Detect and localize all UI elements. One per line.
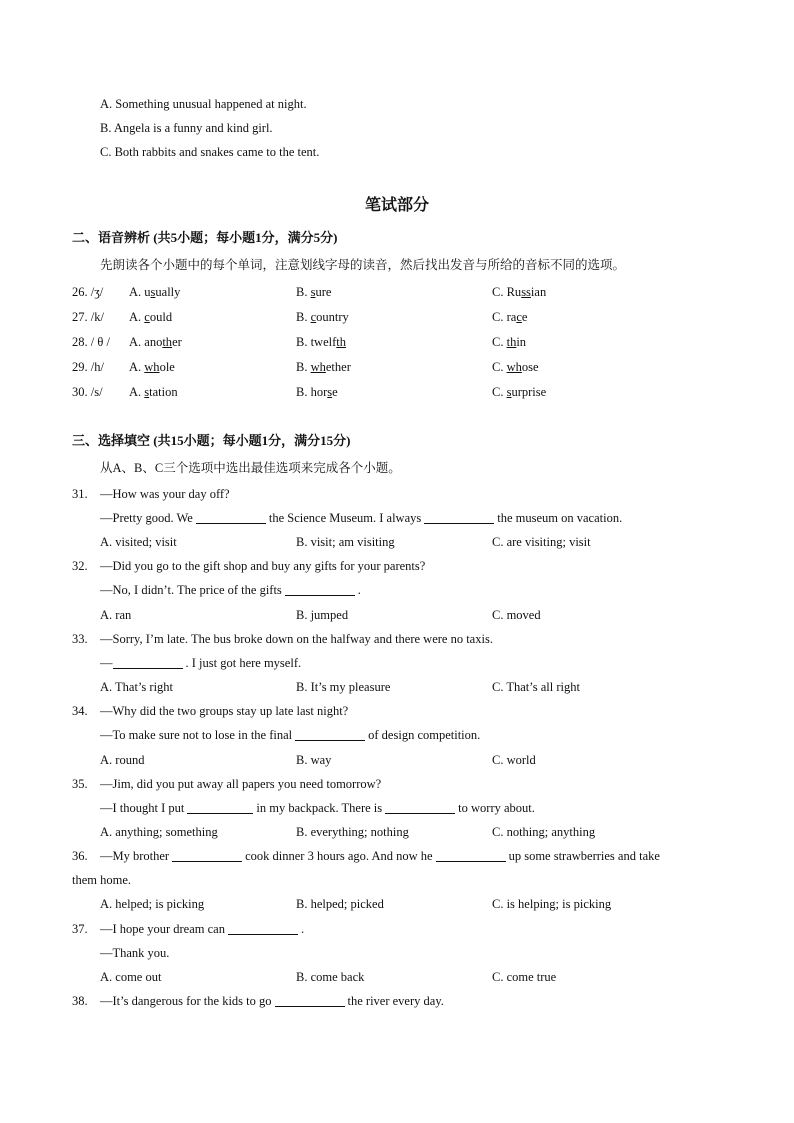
question-line [0, 723, 794, 747]
question-stem: — . I just got here myself. [100, 656, 302, 670]
options-line [0, 675, 794, 699]
option-b: B. way [296, 753, 332, 767]
answer-blank [113, 654, 183, 669]
question-line [0, 844, 794, 868]
question-number: 28. / θ / [72, 335, 110, 349]
question-stem: —It’s dangerous for the kids to go the river every day. [100, 994, 444, 1008]
underlined-letters: ss [521, 285, 531, 299]
underlined-letters: c [144, 310, 150, 324]
option-c: C. Both rabbits and snakes came to the tent. [100, 145, 320, 159]
option-a: A. Something unusual happened at night. [100, 97, 307, 111]
answer-blank [228, 920, 298, 935]
option-a: A. could [129, 310, 173, 324]
option-a: A. station [129, 385, 178, 399]
option-a: A. anything; something [100, 825, 218, 839]
instruction-line [0, 456, 794, 480]
question-number: 35. [72, 777, 88, 791]
option-c: C. nothing; anything [492, 825, 596, 839]
question-line [0, 772, 794, 796]
underlined-letters: wh [310, 360, 326, 374]
question-line [0, 578, 794, 602]
answer-blank [275, 992, 345, 1007]
question-number: 36. [72, 849, 88, 863]
option-c: C. come true [492, 970, 557, 984]
option-line [0, 92, 794, 116]
answer-blank [295, 726, 365, 741]
option-b: B. come back [296, 970, 365, 984]
instruction-line [0, 253, 794, 277]
underlined-letters: c [516, 310, 522, 324]
answer-blank [187, 799, 253, 814]
option-b: B. It’s my pleasure [296, 680, 391, 694]
underlined-letters: s [327, 385, 333, 399]
underlined-letters: s [144, 385, 150, 399]
question-line [0, 989, 794, 1013]
options-line [0, 530, 794, 554]
answer-blank [196, 509, 266, 524]
option-b: B. twelfth [296, 335, 347, 349]
option-c: C. Russian [492, 285, 547, 299]
question-number: 27. /k/ [72, 310, 104, 324]
question-line [0, 554, 794, 578]
question-line [0, 796, 794, 820]
option-a: A. whole [129, 360, 175, 374]
option-c: C. surprise [492, 385, 547, 399]
answer-blank [424, 509, 494, 524]
options-line [0, 965, 794, 989]
question-stem: —How was your day off? [100, 487, 230, 501]
question-line [0, 917, 794, 941]
option-a: A. visited; visit [100, 535, 177, 549]
option-b: B. sure [296, 285, 332, 299]
phonetic-question [0, 330, 794, 354]
question-number: 37. [72, 922, 88, 936]
section2-heading: 二、语音辨析 (共5小题；每小题1分，满分5分) [72, 230, 338, 245]
option-b: B. Angela is a funny and kind girl. [100, 121, 273, 135]
underlined-letters: s [150, 285, 156, 299]
answer-blank [285, 581, 355, 596]
underlined-letters: c [310, 310, 317, 324]
question-stem-continued: them home. [72, 873, 132, 887]
option-c: C. whose [492, 360, 539, 374]
option-c: C. thin [492, 335, 527, 349]
question-stem: —Why did the two groups stay up late last night? [100, 704, 349, 718]
option-a: A. That’s right [100, 680, 174, 694]
question-line [0, 506, 794, 530]
section-heading [0, 429, 794, 453]
written-part-title: 笔试部分 [364, 197, 429, 214]
option-b: B. jumped [296, 608, 349, 622]
question-number: 26. /ʒ/ [72, 285, 104, 299]
question-number: 31. [72, 487, 88, 501]
options-line [0, 820, 794, 844]
option-b: B. horse [296, 385, 338, 399]
option-line [0, 140, 794, 164]
question-stem: —Sorry, I’m late. The bus broke down on the halfway and there were no taxis. [100, 632, 493, 646]
question-number: 30. /s/ [72, 385, 103, 399]
phonetic-question [0, 355, 794, 379]
options-line [0, 748, 794, 772]
underlined-letters: wh [506, 360, 522, 374]
question-line [0, 651, 794, 675]
option-c: C. That’s all right [492, 680, 580, 694]
question-line [0, 941, 794, 965]
option-b: B. whether [296, 360, 351, 374]
section3-instruction: 从A、B、C三个选项中选出最佳选项来完成各个小题。 [100, 461, 401, 475]
question-stem: —Pretty good. We the Science Museum. I always the museum on vacation. [100, 511, 623, 525]
underlined-letters: th [162, 335, 173, 349]
question-stem: —I hope your dream can . [100, 922, 305, 936]
option-c: C. are visiting; visit [492, 535, 591, 549]
question-stem: —My brother cook dinner 3 hours ago. And now he up some strawberries and take [100, 849, 660, 863]
question-stem: —Jim, did you put away all papers you need tomorrow? [100, 777, 382, 791]
question-stem: —Thank you. [100, 946, 170, 960]
underlined-letters: th [336, 335, 347, 349]
question-number: 32. [72, 559, 88, 573]
option-a: A. another [129, 335, 182, 349]
question-number: 29. /h/ [72, 360, 104, 374]
option-a: A. come out [100, 970, 162, 984]
option-c: C. world [492, 753, 536, 767]
options-line [0, 603, 794, 627]
answer-blank [436, 847, 506, 862]
question-number: 33. [72, 632, 88, 646]
option-b: B. country [296, 310, 349, 324]
section2-instruction: 先朗读各个小题中的每个单词，注意划线字母的读音，然后找出发音与所给的音标不同的选项。 [100, 258, 626, 272]
question-stem: —Did you go to the gift shop and buy any gifts for your parents? [100, 559, 426, 573]
option-c: C. is helping; is picking [492, 897, 612, 911]
option-b: B. helped; picked [296, 897, 384, 911]
phonetic-question [0, 305, 794, 329]
question-line [0, 482, 794, 506]
underlined-letters: th [506, 335, 517, 349]
underlined-letters: s [506, 385, 512, 399]
option-c: C. moved [492, 608, 541, 622]
question-line [0, 627, 794, 651]
option-b: B. everything; nothing [296, 825, 409, 839]
phonetic-question [0, 280, 794, 304]
option-a: A. helped; is picking [100, 897, 205, 911]
question-stem: —No, I didn’t. The price of the gifts . [100, 583, 361, 597]
answer-blank [385, 799, 455, 814]
question-stem: —I thought I put in my backpack. There is to worry about. [100, 801, 535, 815]
option-b: B. visit; am visiting [296, 535, 395, 549]
section3-heading: 三、选择填空 (共15小题；每小题1分，满分15分) [72, 433, 351, 448]
phonetic-question [0, 380, 794, 404]
section-heading [0, 226, 794, 250]
options-line [0, 892, 794, 916]
question-number: 38. [72, 994, 88, 1008]
underlined-letters: s [310, 285, 316, 299]
option-a: A. usually [129, 285, 181, 299]
answer-blank [172, 847, 242, 862]
option-a: A. ran [100, 608, 132, 622]
question-stem: —To make sure not to lose in the final of design competition. [100, 728, 481, 742]
option-c: C. race [492, 310, 528, 324]
option-a: A. round [100, 753, 145, 767]
underlined-letters: wh [144, 360, 160, 374]
question-line [0, 868, 794, 892]
option-line [0, 116, 794, 140]
question-number: 34. [72, 704, 88, 718]
question-line [0, 699, 794, 723]
